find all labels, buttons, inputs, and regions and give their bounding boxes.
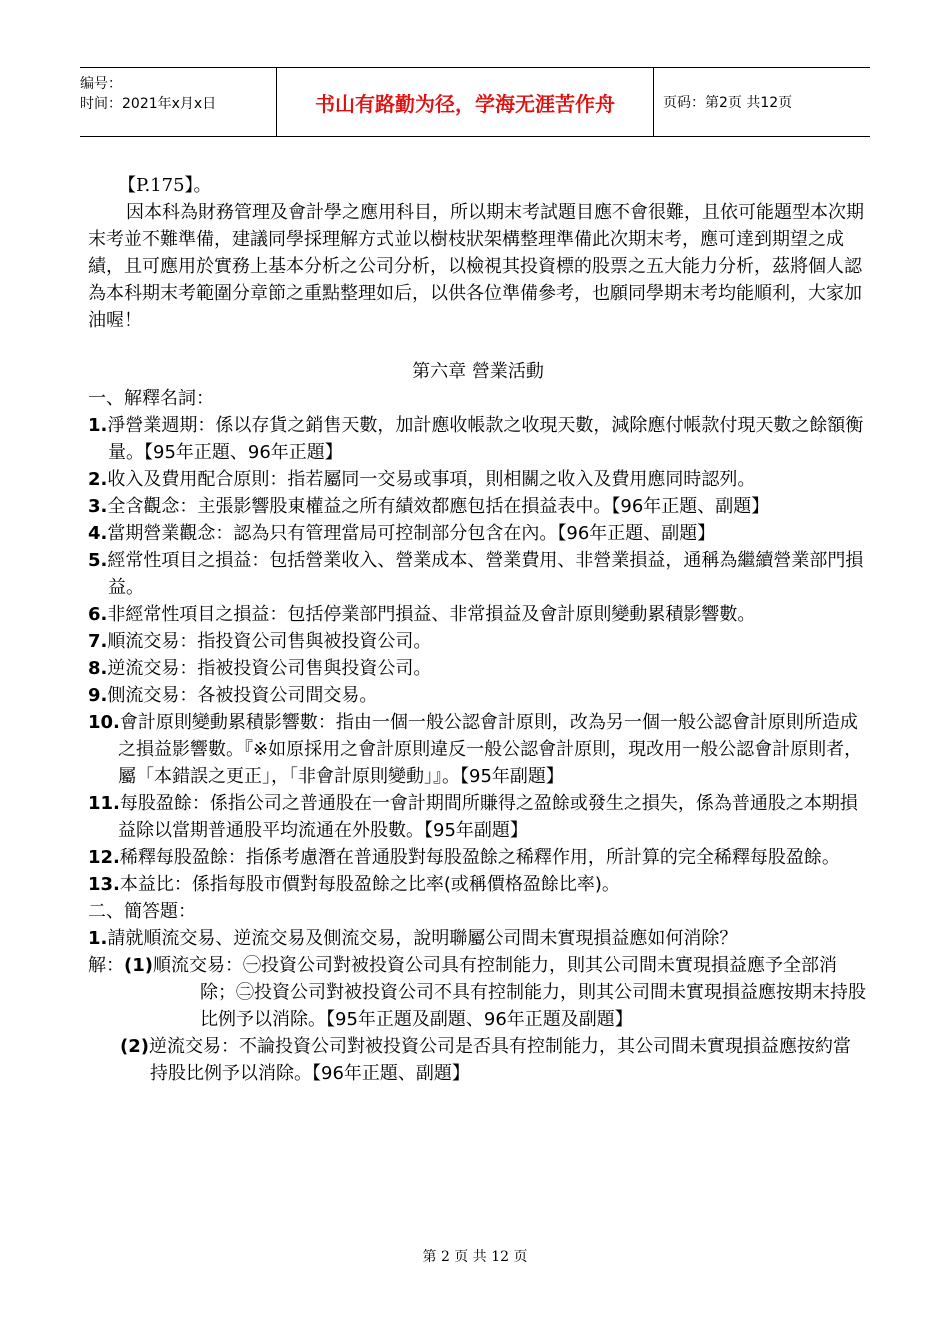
list-item: 7.順流交易：指投資公司售與被投資公司。 [88, 631, 432, 652]
list-item: 4.當期營業觀念：認為只有管理當局可控制部分包含在內。【96年正題、副題】 [88, 523, 716, 544]
list-item: 2.收入及費用配合原則：指若屬同一交易或事項，則相關之收入及費用應同時認列。 [88, 469, 756, 490]
intro-paragraph: 因本科為財務管理及會計學之應用科目，所以期末考試題目應不會很難，且依可能題型本次期末考並不難準備，建議同學採理解方式並以樹枝狀架構整理準備此次期末考，應可達到期望之成績，且可應用於實務上基本分析之公司分析，以檢視其投資標的股票之五大能力分析，茲將個人認為本科期末考範圍分章節之重點整理如后，以供各位準備參考，也願同學期末考均能順利，大家加油喔！ [88, 202, 864, 331]
time-label: 时间：2021年x月x日 [80, 96, 217, 112]
answer-part-2: (2)逆流交易：不論投資公司對被投資公司是否具有控制能力，其公司間未實現損益應按約當持股比例予以消除。【96年正題、副題】 [120, 1036, 851, 1084]
question-1: 1.請就順流交易、逆流交易及側流交易，說明聯屬公司間未實現損益應如何消除？ [88, 928, 738, 949]
page-header [80, 67, 870, 137]
page-reference: 【P.175】。 [118, 175, 212, 196]
code-label: 编号： [80, 76, 122, 92]
list-item: 12.稀釋每股盈餘：指係考慮潛在普通股對每股盈餘之稀釋作用，所計算的完全稀釋每股盈餘。 [88, 847, 840, 868]
list-item: 13.本益比：係指每股市價對每股盈餘之比率(或稱價格盈餘比率)。 [88, 874, 620, 895]
section-heading-questions: 二、簡答題： [88, 901, 196, 922]
page-footer: 第 2 页 共 12 页 [422, 1249, 528, 1265]
term-list [88, 412, 868, 898]
chapter-title: 第六章 營業活動 [412, 361, 544, 382]
list-item: 8.逆流交易：指被投資公司售與投資公司。 [88, 658, 432, 679]
list-item: 6.非經常性項目之損益：包括停業部門損益、非常損益及會計原則變動累積影響數。 [88, 604, 756, 625]
header-motto [277, 68, 654, 136]
list-item: 5.經常性項目之損益：包括營業收入、營業成本、營業費用、非營業損益，通稱為繼續營業部門損益。 [88, 550, 864, 598]
list-item: 1.淨營業週期：係以存貨之銷售天數，加計應收帳款之收現天數，減除應付帳款付現天數之餘額衡量。【95年正題、96年正題】 [88, 415, 864, 463]
list-item: 10.會計原則變動累積影響數：指由一個一般公認會計原則，改為另一個一般公認會計原則所造成之損益影響數。『※如原採用之會計原則違反一般公認會計原則，現改用一般公認會計原則者，屬「本錯誤之更正」，「非會計原則變動」』。【95年副題】 [88, 712, 863, 787]
page-info: 页码：第2页 共12页 [663, 95, 793, 111]
list-item: 11.每股盈餘：係指公司之普通股在一會計期間所賺得之盈餘或發生之損失，係為普通股之本期損益除以當期普通股平均流通在外股數。【95年副題】 [88, 793, 858, 841]
section-heading-terms: 一、解釋名詞： [88, 388, 214, 409]
header-meta [80, 68, 277, 136]
answer-part-1: 解：(1)順流交易：㊀投資公司對被投資公司具有控制能力，則其公司間未實現損益應予全部消除；㊁投資公司對被投資公司不具有控制能力，則其公司間未實現損益應按期末持股比例予以消除。【95年正題及副題、96年正題及副題】 [88, 955, 866, 1030]
motto-text: 书山有路勤为径，学海无涯苦作舟 [315, 91, 615, 116]
list-item: 3.全含觀念：主張影響股東權益之所有績效都應包括在損益表中。【96年正題、副題】 [88, 496, 770, 517]
document-body [88, 172, 868, 1087]
list-item: 9.側流交易：各被投資公司間交易。 [88, 685, 378, 706]
